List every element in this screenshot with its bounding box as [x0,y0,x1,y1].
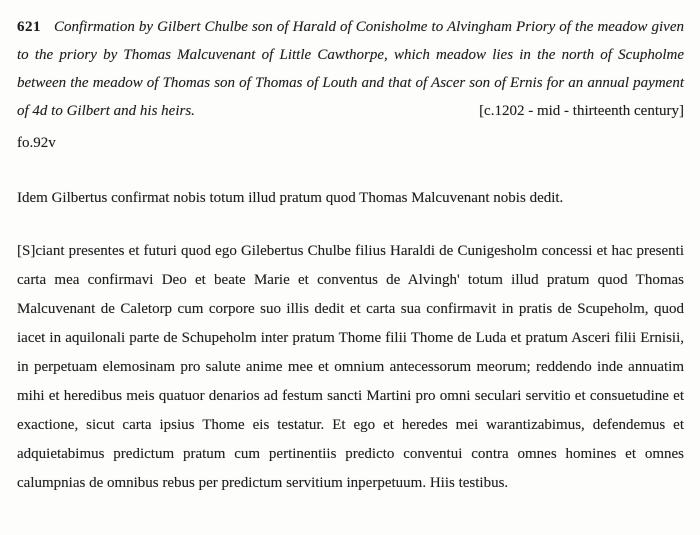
entry-date: [c.1202 - mid - thirteenth century] [479,97,684,125]
folio-reference: fo.92v [17,135,56,151]
cartulary-rubric: Idem Gilbertus confirmat nobis totum illud pratum quod Thomas Malcuvenant nobis dedit. [17,190,564,206]
entry-summary: Confirmation by Gilbert Chulbe son of Harald of Conisholme to Alvingham Priory of the meadow given to the priory by Thomas Malcuvenant of Little Cawthorpe, which meadow lies in the north of Scupholme between the meadow of Thomas son of Thomas of Louth and that of Ascer son of Ernis for an annual payment of 4d to Gilbert and his heirs. [17,19,684,119]
entry-number: 621 [17,19,41,35]
entry-headnote [17,13,684,125]
charter-text: [S]ciant presentes et futuri quod ego Gilebertus Chulbe filius Haraldi de Cunigesholm concessi et hac presenti carta mea confirmavi Deo et beate Marie et conventus de Alvingh' totum illud pratum quod Thomas Malcuvenant de Caletorp cum corpore suo illis dedit et carta sua confirmavit in pratis de Scupeholm, quod iacet in aquilonali parte de Schupeholm inter pratum Thome filii Thome de Luda et pratum Asceri filii Ernisii, in perpetuam elemosinam pro salute anime mee et omnium antecessorum meorum; reddendo inde annuatim mihi et heredibus meis quatuor denarios ad festum sancti Martini pro omni seculari servitio et consuetudine et exactione, sicut carta ipsius Thome eis testatur. Et ego et heredes mei warantizabimus, defendemus et adquietabimus predictum pratum cum pertinentiis predicto conventui contra omnes homines et omnes calumpnias de omnibus rebus per predictum servitium inperpetuum. Hiis testibus. [17,243,684,491]
